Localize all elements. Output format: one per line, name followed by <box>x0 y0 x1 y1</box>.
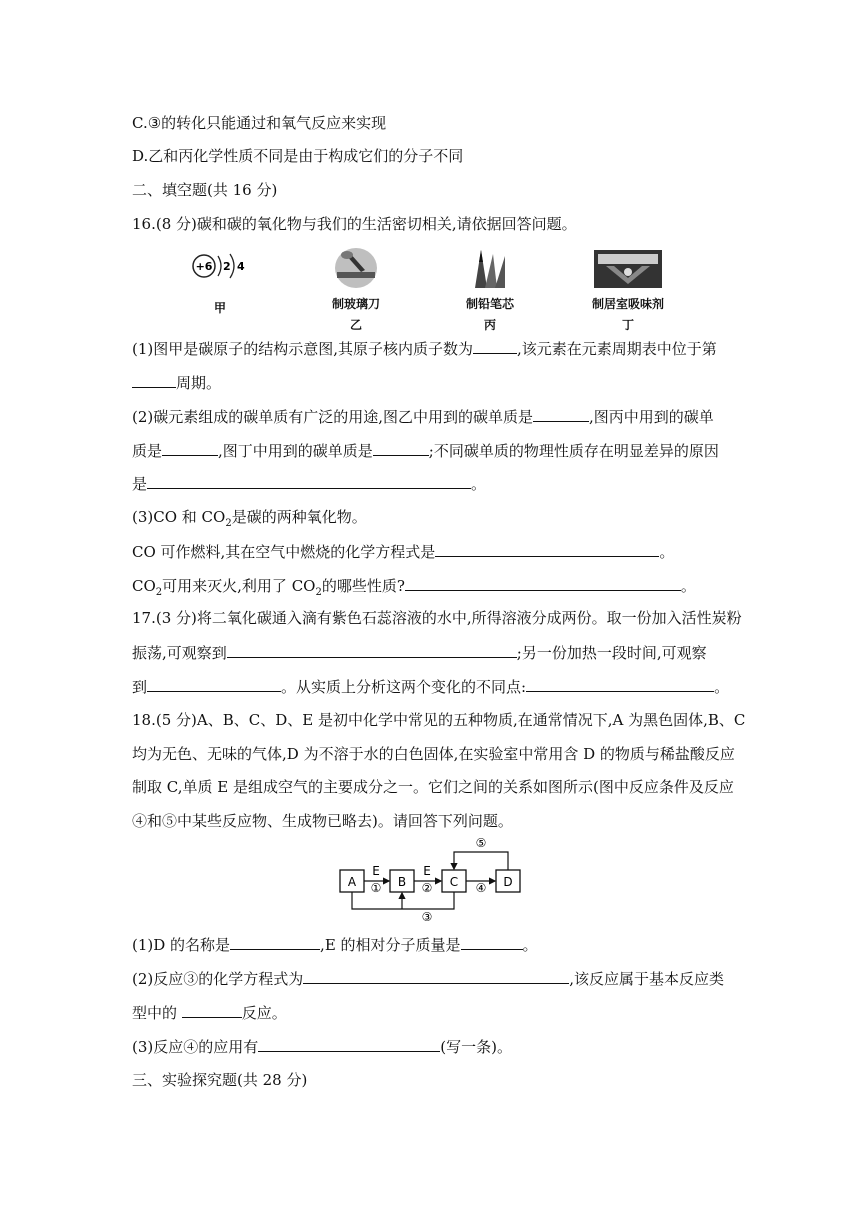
reaction-flowchart <box>338 835 528 921</box>
q16-part2-line2: 质是 ,图丁中用到的碳单质是 ;不同碳单质的物理性质存在明显差异的原因 <box>132 442 719 460</box>
figure-ding <box>578 246 678 333</box>
question-17-line1: 17.(3 分)将二氧化碳通入滴有紫色石蕊溶液的水中,所得溶液分成两份。取一份加入活性炭粉 <box>132 609 742 627</box>
figure-jia <box>170 246 270 316</box>
question-18-line3: 制取 C,单质 E 是组成空气的主要成分之一。它们之间的关系如图所示(图中反应条件及反应 <box>132 778 734 796</box>
node-a: A <box>347 875 357 889</box>
question-18-line4: ④和⑤中某些反应物、生成物已略去)。请回答下列问题。 <box>132 812 513 830</box>
answer-blank[interactable] <box>526 676 714 692</box>
figure-label: 甲 <box>213 301 226 315</box>
glass-cutter-icon <box>331 246 381 290</box>
answer-blank[interactable] <box>473 338 517 354</box>
figure-caption: 制铅笔芯 <box>465 297 514 311</box>
q18-part1: (1)D 的名称是 ,E 的相对分子质量是 。 <box>132 936 538 954</box>
q16-part3-intro: (3)CO 和 $CO_2$是碳的两种氧化物。 <box>132 508 367 529</box>
option-c: C.③的转化只能通过和氧气反应来实现 <box>132 114 387 132</box>
answer-blank[interactable] <box>147 676 281 692</box>
atom-shell-2: 4 <box>237 260 245 273</box>
q16-part3-co: CO 可作燃料,其在空气中燃烧的化学方程式是 。 <box>132 543 675 561</box>
q16-part1-line1: (1)图甲是碳原子的结构示意图,其原子核内质子数为 ,该元素在元素周期表中位于第 <box>132 340 717 358</box>
option-d: D.乙和丙化学性质不同是由于构成它们的分子不同 <box>132 147 464 165</box>
answer-blank[interactable] <box>227 642 517 658</box>
figure-caption: 制玻璃刀 <box>331 297 380 311</box>
answer-blank[interactable] <box>405 575 681 591</box>
reaction-2: ② <box>421 881 433 895</box>
answer-blank[interactable] <box>182 1002 242 1018</box>
answer-blank[interactable] <box>230 934 320 950</box>
atom-shell-1: 2 <box>223 260 231 273</box>
reaction-3: ③ <box>421 910 433 921</box>
answer-blank[interactable] <box>303 968 569 984</box>
deodorizer-icon <box>592 246 664 290</box>
q18-part2-line1: (2)反应③的化学方程式为 ,该反应属于基本反应类 <box>132 970 725 988</box>
atom-nucleus: +6 <box>195 260 213 273</box>
q16-part2-line1: (2)碳元素组成的碳单质有广泛的用途,图乙中用到的碳单质是 ,图丙中用到的碳单 <box>132 408 714 426</box>
answer-blank[interactable] <box>461 934 523 950</box>
node-b: B <box>397 875 407 889</box>
answer-blank[interactable] <box>162 440 218 456</box>
figure-row <box>160 246 720 332</box>
question-17-line3: 到 。从实质上分析这两个变化的不同点: 。 <box>132 678 730 696</box>
answer-blank[interactable] <box>373 440 429 456</box>
question-18-line2: 均为无色、无味的气体,D 为不溶于水的白色固体,在实验室中常用含 D 的物质与稀盐酸反应 <box>132 745 735 763</box>
q18-part3: (3)反应④的应用有 (写一条)。 <box>132 1038 512 1056</box>
answer-blank[interactable] <box>533 406 589 422</box>
answer-blank[interactable] <box>258 1036 440 1052</box>
figure-bing <box>440 246 540 333</box>
node-c: C <box>449 875 459 889</box>
question-16-stem: 16.(8 分)碳和碳的氧化物与我们的生活密切相关,请依据回答问题。 <box>132 215 577 233</box>
q16-part2-line3: 是 。 <box>132 475 487 493</box>
node-d: D <box>503 875 513 889</box>
figure-yi <box>306 246 406 333</box>
reaction-1: ① <box>370 881 382 895</box>
q18-part2-line2: 型中的 反应。 <box>132 1004 287 1022</box>
reaction-5: ⑤ <box>475 836 487 850</box>
reaction-4: ④ <box>475 881 487 895</box>
edge-label-bc: E <box>423 864 431 878</box>
q16-part1-line2: 周期。 <box>132 372 221 393</box>
section-heading-experiment: 三、实验探究题(共 28 分) <box>132 1071 308 1089</box>
question-18-line1: 18.(5 分)A、B、C、D、E 是初中化学中常见的五种物质,在通常情况下,A 为黑色固体,B、C <box>132 711 746 729</box>
answer-blank[interactable] <box>147 473 471 489</box>
figure-label: 丙 <box>483 318 496 332</box>
answer-blank[interactable] <box>435 541 659 557</box>
section-heading-fill-blank: 二、填空题(共 16 分) <box>132 181 278 199</box>
figure-label: 乙 <box>349 318 362 332</box>
edge-label-ab: E <box>372 864 380 878</box>
q16-part3-co2: $CO_2$可用来灭火,利用了 $CO_2$的哪些性质? 。 <box>132 577 696 598</box>
pencil-icon <box>465 246 515 290</box>
answer-blank[interactable] <box>132 372 176 388</box>
figure-label: 丁 <box>621 318 634 332</box>
question-17-line2: 振荡,可观察到 ;另一份加热一段时间,可观察 <box>132 644 707 662</box>
carbon-atom-diagram-icon <box>188 246 252 286</box>
figure-caption: 制居室吸味剂 <box>591 297 664 311</box>
